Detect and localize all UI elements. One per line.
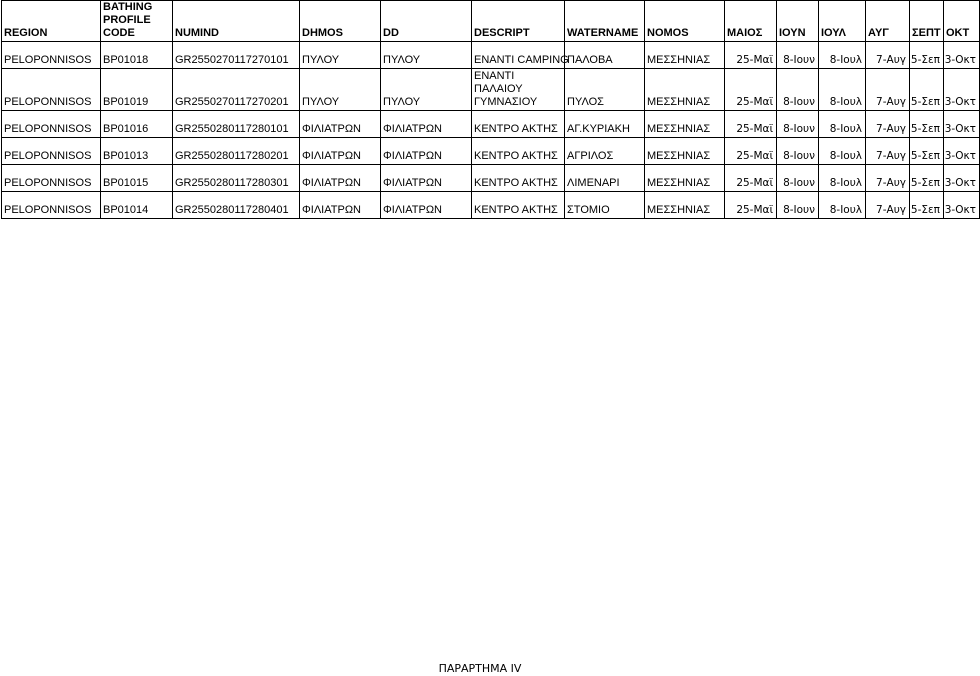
cell-june: 8-Ιουν xyxy=(777,192,819,219)
cell-watername: ΠΑΛΟΒΑ xyxy=(565,42,645,69)
cell-descript: ΕΝΑΝΤΙ ΠΑΛΑΙΟΥ ΓΥΜΝΑΣΙΟΥ xyxy=(472,69,565,111)
cell-numind: GR2550270117270201 xyxy=(173,69,300,111)
cell-september: 5-Σεπ xyxy=(910,69,944,111)
header-region: REGION xyxy=(2,1,101,42)
cell-september: 5-Σεπ xyxy=(910,165,944,192)
table-row xyxy=(2,165,980,192)
cell-bathing-profile-code: BP01019 xyxy=(101,69,173,111)
cell-region: PELOPONNISOS xyxy=(2,111,101,138)
cell-august: 7-Αυγ xyxy=(866,42,910,69)
cell-september: 5-Σεπ xyxy=(910,138,944,165)
cell-october: 3-Οκτ xyxy=(944,69,980,111)
cell-nomos: ΜΕΣΣΗΝΙΑΣ xyxy=(645,165,725,192)
cell-july: 8-Ιουλ xyxy=(819,138,866,165)
cell-nomos: ΜΕΣΣΗΝΙΑΣ xyxy=(645,192,725,219)
cell-dhmos: ΠΥΛΟΥ xyxy=(300,42,381,69)
cell-october: 3-Οκτ xyxy=(944,42,980,69)
annex-label: ΠΑΡΑΡΤΗΜΑ IV xyxy=(438,662,522,675)
header-dhmos: DHMOS xyxy=(300,1,381,42)
cell-dd: ΠΥΛΟΥ xyxy=(381,69,472,111)
cell-august: 7-Αυγ xyxy=(866,69,910,111)
table-row xyxy=(2,192,980,219)
cell-may: 25-Μαϊ xyxy=(725,138,777,165)
header-nomos: NOMOS xyxy=(645,1,725,42)
cell-nomos: ΜΕΣΣΗΝΙΑΣ xyxy=(645,111,725,138)
cell-september: 5-Σεπ xyxy=(910,192,944,219)
cell-numind: GR2550280117280401 xyxy=(173,192,300,219)
cell-bathing-profile-code: BP01014 xyxy=(101,192,173,219)
cell-june: 8-Ιουν xyxy=(777,165,819,192)
cell-watername: ΑΓ.ΚΥΡΙΑΚΗ xyxy=(565,111,645,138)
cell-dd: ΦΙΛΙΑΤΡΩΝ xyxy=(381,165,472,192)
cell-dhmos: ΦΙΛΙΑΤΡΩΝ xyxy=(300,138,381,165)
bathing-schedule-table xyxy=(1,0,980,219)
cell-june: 8-Ιουν xyxy=(777,111,819,138)
cell-dd: ΦΙΛΙΑΤΡΩΝ xyxy=(381,111,472,138)
cell-dhmos: ΦΙΛΙΑΤΡΩΝ xyxy=(300,165,381,192)
header-descript: DESCRIPT xyxy=(472,1,565,42)
cell-region: PELOPONNISOS xyxy=(2,42,101,69)
cell-bathing-profile-code: BP01013 xyxy=(101,138,173,165)
header-watername: WATERNAME xyxy=(565,1,645,42)
cell-watername: ΑΓΡΙΛΟΣ xyxy=(565,138,645,165)
cell-july: 8-Ιουλ xyxy=(819,42,866,69)
cell-may: 25-Μαϊ xyxy=(725,165,777,192)
cell-descript: ΚΕΝΤΡΟ ΑΚΤΗΣ xyxy=(472,138,565,165)
cell-dhmos: ΠΥΛΟΥ xyxy=(300,69,381,111)
cell-july: 8-Ιουλ xyxy=(819,111,866,138)
cell-august: 7-Αυγ xyxy=(866,165,910,192)
cell-descript: ΕΝΑΝΤΙ CAMPING xyxy=(472,42,565,69)
cell-descript: ΚΕΝΤΡΟ ΑΚΤΗΣ xyxy=(472,165,565,192)
cell-nomos: ΜΕΣΣΗΝΙΑΣ xyxy=(645,69,725,111)
cell-august: 7-Αυγ xyxy=(866,192,910,219)
cell-october: 3-Οκτ xyxy=(944,138,980,165)
header-dd: DD xyxy=(381,1,472,42)
table-row xyxy=(2,42,980,69)
cell-august: 7-Αυγ xyxy=(866,111,910,138)
cell-july: 8-Ιουλ xyxy=(819,192,866,219)
cell-dhmos: ΦΙΛΙΑΤΡΩΝ xyxy=(300,192,381,219)
header-october: ΟΚΤ xyxy=(944,1,980,42)
cell-nomos: ΜΕΣΣΗΝΙΑΣ xyxy=(645,42,725,69)
cell-august: 7-Αυγ xyxy=(866,138,910,165)
cell-july: 8-Ιουλ xyxy=(819,69,866,111)
cell-numind: GR2550270117270101 xyxy=(173,42,300,69)
header-september: ΣΕΠΤ xyxy=(910,1,944,42)
header-bathing-profile-code: BATHING PROFILE CODE xyxy=(101,1,173,42)
cell-july: 8-Ιουλ xyxy=(819,165,866,192)
cell-june: 8-Ιουν xyxy=(777,42,819,69)
cell-region: PELOPONNISOS xyxy=(2,192,101,219)
table-row xyxy=(2,69,980,111)
cell-october: 3-Οκτ xyxy=(944,192,980,219)
header-row xyxy=(2,1,980,42)
header-numind: NUMIND xyxy=(173,1,300,42)
cell-september: 5-Σεπ xyxy=(910,111,944,138)
cell-numind: GR2550280117280201 xyxy=(173,138,300,165)
cell-dhmos: ΦΙΛΙΑΤΡΩΝ xyxy=(300,111,381,138)
cell-bathing-profile-code: BP01016 xyxy=(101,111,173,138)
header-june: ΙΟΥΝ xyxy=(777,1,819,42)
header-july: ΙΟΥΛ xyxy=(819,1,866,42)
cell-october: 3-Οκτ xyxy=(944,165,980,192)
cell-watername: ΣΤΟΜΙΟ xyxy=(565,192,645,219)
cell-may: 25-Μαϊ xyxy=(725,69,777,111)
cell-bathing-profile-code: BP01015 xyxy=(101,165,173,192)
cell-region: PELOPONNISOS xyxy=(2,138,101,165)
cell-descript: ΚΕΝΤΡΟ ΑΚΤΗΣ xyxy=(472,111,565,138)
cell-may: 25-Μαϊ xyxy=(725,111,777,138)
cell-october: 3-Οκτ xyxy=(944,111,980,138)
cell-watername: ΠΥΛΟΣ xyxy=(565,69,645,111)
cell-region: PELOPONNISOS xyxy=(2,165,101,192)
cell-descript: ΚΕΝΤΡΟ ΑΚΤΗΣ xyxy=(472,192,565,219)
cell-dd: ΦΙΛΙΑΤΡΩΝ xyxy=(381,138,472,165)
cell-june: 8-Ιουν xyxy=(777,69,819,111)
cell-may: 25-Μαϊ xyxy=(725,42,777,69)
table-row xyxy=(2,138,980,165)
cell-region: PELOPONNISOS xyxy=(2,69,101,111)
header-august: ΑΥΓ xyxy=(866,1,910,42)
cell-watername: ΛΙΜΕΝΑΡΙ xyxy=(565,165,645,192)
cell-may: 25-Μαϊ xyxy=(725,192,777,219)
cell-dd: ΠΥΛΟΥ xyxy=(381,42,472,69)
cell-september: 5-Σεπ xyxy=(910,42,944,69)
cell-nomos: ΜΕΣΣΗΝΙΑΣ xyxy=(645,138,725,165)
header-may: ΜΑΙΟΣ xyxy=(725,1,777,42)
cell-numind: GR2550280117280101 xyxy=(173,111,300,138)
cell-bathing-profile-code: BP01018 xyxy=(101,42,173,69)
cell-numind: GR2550280117280301 xyxy=(173,165,300,192)
cell-dd: ΦΙΛΙΑΤΡΩΝ xyxy=(381,192,472,219)
cell-june: 8-Ιουν xyxy=(777,138,819,165)
table-row xyxy=(2,111,980,138)
